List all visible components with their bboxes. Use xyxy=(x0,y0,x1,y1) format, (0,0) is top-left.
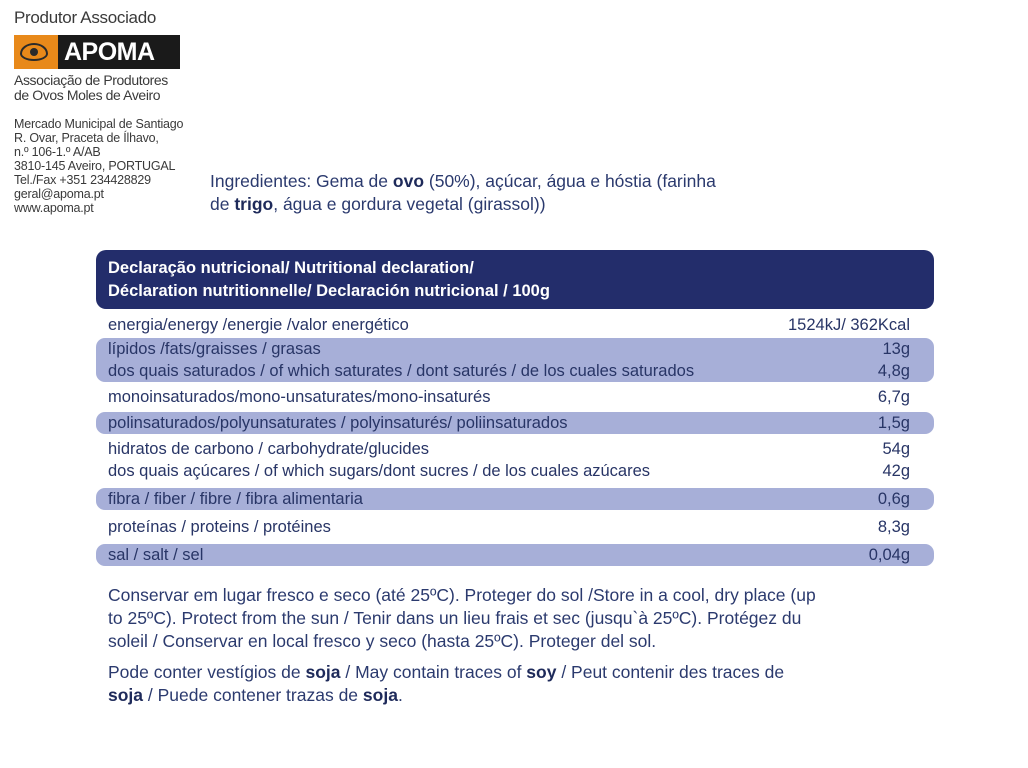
nutrient-values xyxy=(878,386,910,408)
nutrient-value: 0,04g xyxy=(868,546,910,564)
nutrient-label: dos quais saturados / of which saturates / dont saturés / de los cuales saturados xyxy=(108,362,695,380)
nutrition-row xyxy=(96,516,934,538)
allergen-egg: ovo xyxy=(392,171,425,191)
nutrient-labels xyxy=(108,516,331,538)
producer-title: Produtor Associado xyxy=(14,8,157,27)
nutrient-value: 54g xyxy=(882,440,910,458)
ingredients-fragment: (50%), açúcar, água e hóstia (farinha xyxy=(424,171,716,191)
nutrient-value: 4,8g xyxy=(877,362,910,380)
allergen-soy: soy xyxy=(526,662,557,682)
allergen-soy: soja xyxy=(305,662,341,682)
nutrient-labels xyxy=(108,338,694,382)
nutrient-labels xyxy=(108,412,568,434)
address-line: n.º 106-1.º A/AB xyxy=(14,145,101,159)
allergen-fragment: / Peut contenir des traces de xyxy=(556,662,785,682)
nutrition-row xyxy=(96,386,934,408)
association-name xyxy=(14,73,183,103)
website-line: www.apoma.pt xyxy=(14,201,94,215)
allergen-fragment: / May contain traces of xyxy=(340,662,527,682)
header-line: Declaração nutricional/ Nutritional declaration/ xyxy=(108,259,474,277)
nutrient-value: 1524kJ/ 362Kcal xyxy=(787,316,910,334)
nutrient-value: 1,5g xyxy=(877,414,910,432)
association-line: Associação de Produtores xyxy=(14,72,168,88)
storage-instructions xyxy=(108,584,928,653)
ingredients-text xyxy=(210,170,810,216)
allergen-warning xyxy=(108,661,928,707)
nutrient-label: proteínas / proteins / protéines xyxy=(108,518,331,536)
allergen-line xyxy=(108,684,928,707)
nutrient-label: dos quais açúcares / of which sugars/dont sucres / de los cuales azúcares xyxy=(108,462,651,480)
storage-line: Conservar em lugar fresco e seco (até 25ºC). Proteger do sol /Store in a cool, dry place (up xyxy=(108,585,816,605)
nutrient-label: monoinsaturados/mono-unsaturates/mono-insaturés xyxy=(108,388,491,406)
association-line: de Ovos Moles de Aveiro xyxy=(14,87,161,103)
logo-text: APOMA xyxy=(58,35,180,69)
nutrient-values xyxy=(878,412,910,434)
nutrition-table xyxy=(96,250,934,566)
nutrition-row xyxy=(96,488,934,510)
nutrition-row xyxy=(96,314,934,336)
ingredients-fragment: , água e gordura vegetal (girassol)) xyxy=(273,194,546,214)
nutrition-table-header xyxy=(96,250,934,309)
ovos-moles-logo-icon xyxy=(14,35,58,69)
allergen-fragment: Pode conter vestígios de xyxy=(108,662,306,682)
nutrient-labels xyxy=(108,314,409,336)
nutrient-label: fibra / fiber / fibre / fibra alimentaria xyxy=(108,490,363,508)
allergen-fragment: . xyxy=(397,685,403,705)
nutrient-value: 8,3g xyxy=(877,518,910,536)
header-line: Déclaration nutritionnelle/ Declaración nutricional / 100g xyxy=(108,282,550,300)
nutrient-value: 13g xyxy=(882,340,910,358)
allergen-wheat: trigo xyxy=(234,194,274,214)
nutrient-label: hidratos de carbono / carbohydrate/glucides xyxy=(108,440,430,458)
nutrient-values xyxy=(878,338,910,382)
nutrition-rows xyxy=(96,314,934,566)
nutrient-labels xyxy=(108,544,203,566)
ingredients-fragment: de xyxy=(210,194,235,214)
nutrient-values xyxy=(882,438,910,482)
nutrient-label: polinsaturados/polyunsaturates / polyinsaturés/ poliinsaturados xyxy=(108,414,568,432)
allergen-line xyxy=(108,661,928,684)
nutrient-value: 42g xyxy=(882,462,910,480)
nutrient-labels xyxy=(108,386,490,408)
nutrient-value: 6,7g xyxy=(877,388,910,406)
nutrition-row xyxy=(96,438,934,482)
nutrition-row xyxy=(96,544,934,566)
storage-line: soleil / Conservar en local fresco y seco (hasta 25ºC). Proteger del sol. xyxy=(108,631,657,651)
allergen-soy: soja xyxy=(108,685,144,705)
nutrient-value: 0,6g xyxy=(877,490,910,508)
ingredients-fragment: Ingredientes: Gema de xyxy=(210,171,393,191)
notes-block xyxy=(108,584,928,707)
allergen-fragment: / Puede contener trazas de xyxy=(143,685,363,705)
storage-line: to 25ºC). Protect from the sun / Tenir dans un lieu frais et sec (jusqu`à 25ºC). Protégez du xyxy=(108,608,802,628)
nutrient-label: energia/energy /energie /valor energético xyxy=(108,316,409,334)
nutrition-row xyxy=(96,412,934,434)
address-line: 3810-145 Aveiro, PORTUGAL xyxy=(14,159,176,173)
nutrient-values xyxy=(878,488,910,510)
nutrient-values xyxy=(878,516,910,538)
phone-line: Tel./Fax +351 234428829 xyxy=(14,173,151,187)
nutrient-labels xyxy=(108,488,363,510)
ingredients-line-2 xyxy=(210,193,810,216)
nutrient-label: lípidos /fats/graisses / grasas xyxy=(108,340,321,358)
address-line: Mercado Municipal de Santiago xyxy=(14,117,184,131)
address-line: R. Ovar, Praceta de Ílhavo, xyxy=(14,131,159,145)
nutrient-values xyxy=(869,544,910,566)
nutrition-row xyxy=(96,338,934,382)
allergen-soy: soja xyxy=(362,685,398,705)
apoma-logo xyxy=(14,35,180,69)
nutrient-labels xyxy=(108,438,650,482)
email-line: geral@apoma.pt xyxy=(14,187,104,201)
nutrient-label: sal / salt / sel xyxy=(108,546,204,564)
nutrient-values xyxy=(788,314,910,336)
producer-block xyxy=(14,8,183,215)
contact-details xyxy=(14,117,183,215)
ingredients-line-1 xyxy=(210,170,810,193)
